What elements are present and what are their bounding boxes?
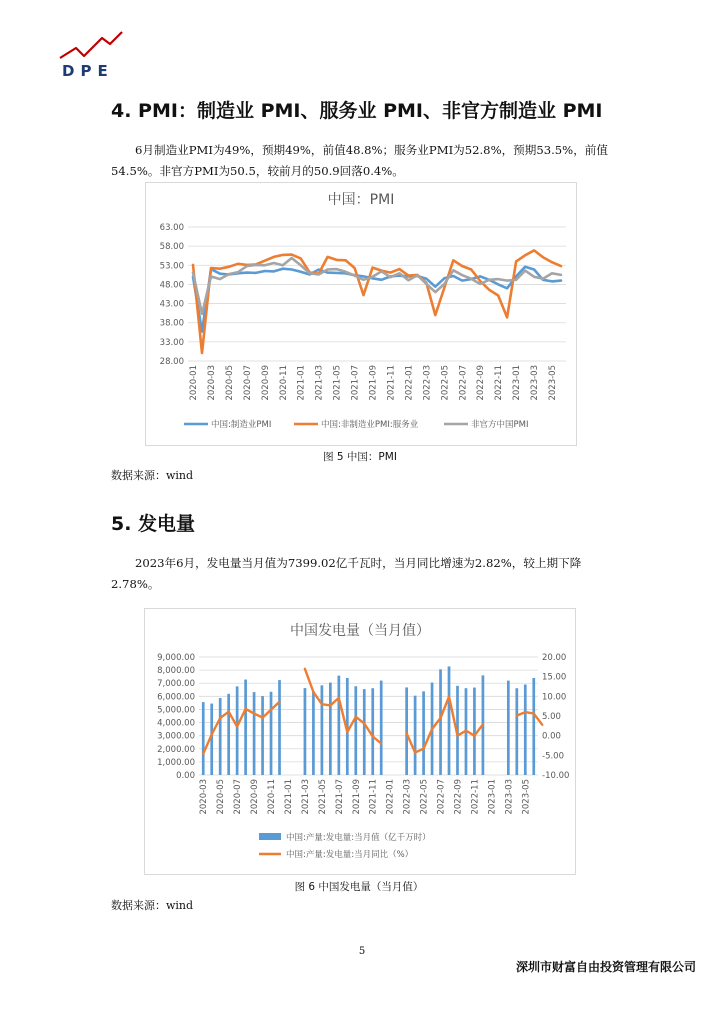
power-paragraph: 2023年6月，发电量当月值为7399.02亿千瓦时，当月同比增速为2.82%，较上期下降2.78%。 [111,556,582,591]
pmi-x-tick-label: 2022-07 [458,365,469,401]
pmi-x-tick-label: 2021-11 [386,365,397,401]
power-y2-tick-label: -5.00 [542,751,564,762]
pmi-legend-label-1: 中国:制造业PMI [211,420,272,430]
power-y-tick-label: 8,000.00 [157,666,195,677]
power-y-tick-label: 0.00 [176,771,195,781]
power-bar [473,688,476,775]
power-bar [532,678,535,775]
power-x-tick-label: 2022-07 [436,779,447,815]
pmi-series-line-3 [193,258,561,314]
power-bar [312,691,315,775]
pmi-chart-svg [146,183,576,445]
power-y-tick-label: 4,000.00 [157,718,195,729]
power-chart-svg [145,609,575,874]
power-y2-tick-label: 0.00 [542,731,561,742]
pmi-y-tick-label: 28.00 [159,357,184,367]
power-y-tick-label: 1,000.00 [157,757,195,768]
pmi-x-tick-label: 2021-01 [296,365,307,401]
power-x-tick-label: 2022-03 [402,779,413,815]
power-x-tick-label: 2022-11 [470,779,481,815]
power-y-tick-label: 3,000.00 [157,731,195,742]
section-heading-power: 5. 发电量 [111,513,196,535]
pmi-chart [145,182,577,446]
power-bar [261,696,264,775]
power-x-tick-label: 2021-01 [283,779,294,815]
pmi-x-tick-label: 2022-09 [476,365,487,401]
power-y2-tick-label: -10.00 [542,771,570,781]
power-bar [448,666,451,775]
power-y2-tick-label: 10.00 [542,692,567,703]
logo-swoosh [60,32,122,58]
power-chart-caption: 图 6 中国发电量（当月值） [294,881,424,893]
power-x-tick-label: 2023-05 [521,779,532,815]
power-bar [227,694,230,775]
pmi-x-tick-label: 2022-05 [440,365,451,401]
power-bar [515,688,518,775]
power-bar [422,691,425,775]
pmi-x-tick-label: 2020-09 [260,365,271,401]
power-bar [371,688,374,775]
power-bar [439,669,442,775]
power-x-tick-label: 2020-09 [250,779,261,815]
power-y2-tick-label: 20.00 [542,653,567,663]
pmi-x-tick-label: 2022-01 [404,365,415,401]
power-x-tick-label: 2020-11 [267,779,278,815]
power-x-tick-label: 2021-09 [351,779,362,815]
power-bar [304,688,307,775]
pmi-y-tick-label: 43.00 [159,299,184,310]
power-bar [329,683,332,775]
power-bar [337,676,340,775]
pmi-legend-label-2: 中国:非制造业PMI:服务业 [321,420,419,430]
power-legend-label-line: 中国:产量:发电量:当月同比（%） [286,850,414,860]
power-bar [270,692,273,775]
pmi-x-tick-label: 2020-03 [206,365,217,401]
section-heading-pmi: 4. PMI：制造业 PMI、服务业 PMI、非官方制造业 PMI [111,100,603,122]
logo-text: DPE [62,62,114,80]
power-y2-tick-label: 5.00 [542,712,561,722]
power-x-tick-label: 2021-11 [368,779,379,815]
power-x-tick-label: 2020-03 [199,779,210,815]
pmi-series-line-1 [193,267,561,332]
pmi-y-tick-label: 48.00 [159,280,184,291]
power-x-tick-label: 2023-01 [487,779,498,815]
pmi-y-tick-label: 58.00 [159,242,184,253]
pmi-x-tick-label: 2021-05 [332,365,343,401]
pmi-x-tick-label: 2023-05 [548,365,559,401]
pmi-x-tick-label: 2023-03 [530,365,541,401]
power-bar [507,681,510,775]
power-x-tick-label: 2021-03 [300,779,311,815]
power-legend-label-bar: 中国:产量:发电量:当月值（亿千万时） [286,833,431,843]
pmi-x-tick-label: 2021-09 [368,365,379,401]
power-bar [363,689,366,775]
power-bar [380,681,383,775]
company-name: 深圳市财富自由投资管理有限公司 [515,960,696,974]
power-bar [253,692,256,775]
power-y-tick-label: 2,000.00 [157,744,195,755]
power-x-tick-label: 2022-05 [419,779,430,815]
power-x-tick-label: 2020-05 [216,779,227,815]
pmi-data-source: 数据来源：wind [111,469,194,482]
pmi-x-tick-label: 2022-11 [494,365,505,401]
power-x-tick-label: 2022-09 [453,779,464,815]
power-bar [414,696,417,775]
power-y-tick-label: 6,000.00 [157,692,195,703]
power-bar [244,680,247,775]
pmi-x-tick-label: 2023-01 [512,365,523,401]
power-bar [524,685,527,775]
power-bar [321,685,324,775]
power-bar [202,702,205,775]
power-data-source: 数据来源：wind [111,899,194,912]
power-y2-tick-label: 15.00 [542,672,567,683]
power-bar [236,686,239,775]
pmi-x-tick-label: 2020-07 [242,365,253,401]
power-y-tick-label: 7,000.00 [157,679,195,690]
power-x-tick-label: 2020-07 [233,779,244,815]
power-bar [278,680,281,775]
pmi-x-tick-label: 2021-07 [350,365,361,401]
power-x-tick-label: 2021-07 [334,779,345,815]
pmi-x-tick-label: 2020-11 [278,365,289,401]
power-bar [354,686,357,775]
pmi-x-tick-label: 2020-05 [224,365,235,401]
pmi-y-tick-label: 63.00 [159,223,184,233]
page-number: 5 [358,946,366,957]
pmi-x-tick-label: 2022-03 [422,365,433,401]
pmi-chart-title: 中国：PMI [327,192,395,208]
pmi-y-tick-label: 38.00 [159,318,184,329]
power-legend-swatch-bar [259,833,281,840]
power-y-tick-label: 9,000.00 [157,653,195,663]
pmi-y-tick-label: 53.00 [159,261,184,272]
pmi-chart-caption: 图 5 中国：PMI [323,451,397,463]
power-chart-title: 中国发电量（当月值） [290,623,430,639]
power-y-tick-label: 5,000.00 [157,705,195,716]
power-x-tick-label: 2022-01 [385,779,396,815]
power-x-tick-label: 2023-03 [504,779,515,815]
pmi-y-tick-label: 33.00 [159,337,184,348]
pmi-x-tick-label: 2020-01 [189,365,199,401]
power-bar [405,687,408,775]
power-x-tick-label: 2021-05 [317,779,328,815]
power-chart [144,608,576,875]
pmi-x-tick-label: 2021-03 [314,365,325,401]
power-bar [219,698,222,775]
pmi-legend-label-3: 非官方中国PMI [471,420,529,430]
pmi-paragraph: 6月制造业PMI为49%，预期49%，前值48.8%；服务业PMI为52.8%，预期53.5%，前值54.5%。非官方PMI为50.5，较前月的50.9回落0.4%。 [111,143,608,178]
